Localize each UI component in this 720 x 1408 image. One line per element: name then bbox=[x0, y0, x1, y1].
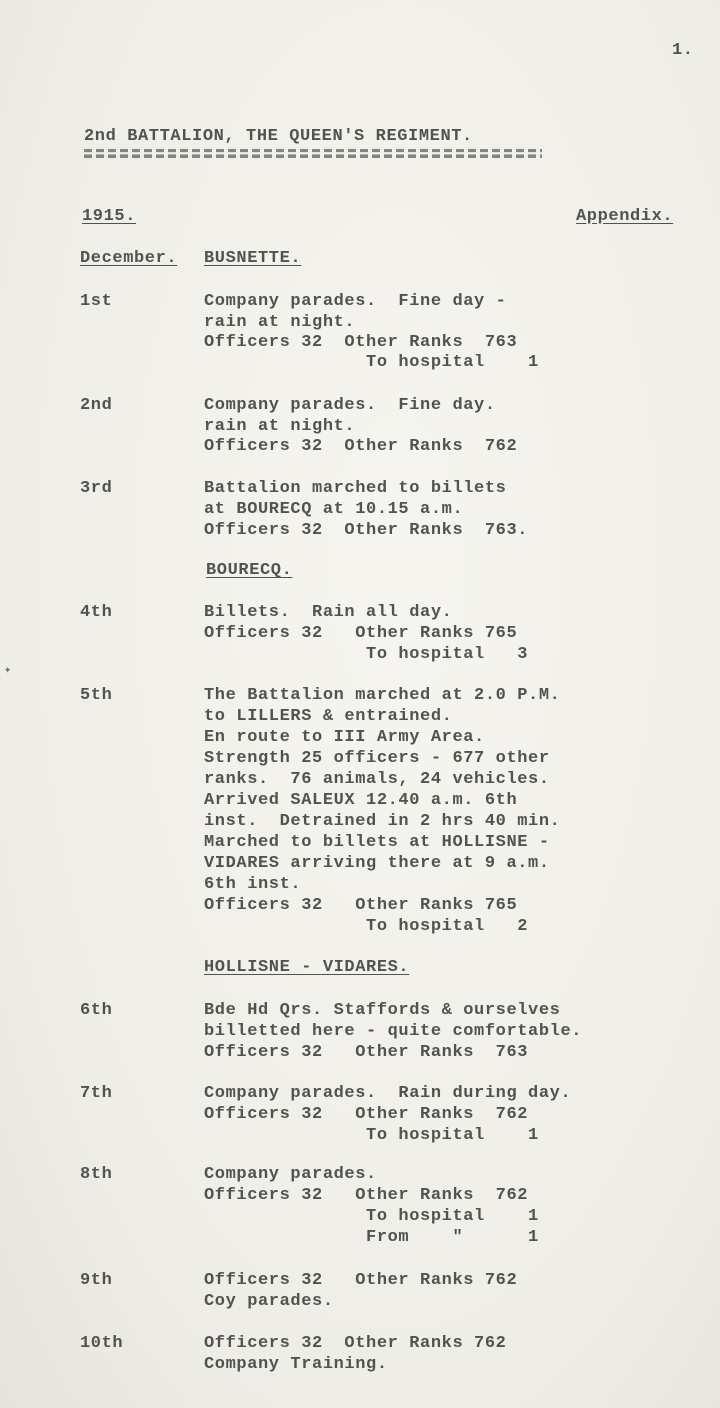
document-heading: 2nd BATTALION, THE QUEEN'S REGIMENT. bbox=[84, 127, 473, 146]
entry-line: Officers 32 Other Ranks 763. bbox=[204, 521, 529, 540]
entry-day: 2nd bbox=[80, 396, 113, 415]
entry-line: To hospital 2 bbox=[204, 917, 529, 936]
entry-line: Company Training. bbox=[204, 1355, 388, 1374]
entry-line: Company parades. Fine day - bbox=[204, 292, 507, 311]
entry-day: 8th bbox=[80, 1165, 113, 1184]
margin-mark: ✦ bbox=[4, 663, 12, 677]
entry-line: From " 1 bbox=[204, 1228, 539, 1247]
entry-day: 10th bbox=[80, 1334, 124, 1353]
entry-line: The Battalion marched at 2.0 P.M. bbox=[204, 686, 561, 705]
entry-line: Officers 32 Other Ranks 762 bbox=[204, 1105, 529, 1124]
entry-line: Company parades. Fine day. bbox=[204, 396, 496, 415]
entry-line: Billets. Rain all day. bbox=[204, 603, 453, 622]
entry-line: Officers 32 Other Ranks 762 bbox=[204, 1271, 518, 1290]
entry-line: Officers 32 Other Ranks 765 bbox=[204, 624, 518, 643]
month-label: December. bbox=[80, 249, 178, 268]
entry-line: Officers 32 Other Ranks 762 bbox=[204, 437, 518, 456]
entry-line: Arrived SALEUX 12.40 a.m. 6th bbox=[204, 791, 518, 810]
entry-line: To hospital 3 bbox=[204, 645, 529, 664]
entry-day: 4th bbox=[80, 603, 113, 622]
appendix-label: Appendix. bbox=[576, 207, 674, 226]
year-label: 1915. bbox=[82, 207, 137, 226]
entry-line: Company parades. bbox=[204, 1165, 377, 1184]
entry-line: Marched to billets at HOLLISNE - bbox=[204, 833, 550, 852]
entry-line: to LILLERS & entrained. bbox=[204, 707, 453, 726]
entry-line: To hospital 1 bbox=[204, 1207, 539, 1226]
entry-line: Battalion marched to billets bbox=[204, 479, 507, 498]
entry-day: 5th bbox=[80, 686, 113, 705]
entry-line: billetted here - quite comfortable. bbox=[204, 1022, 583, 1041]
entry-line: Officers 32 Other Ranks 762 bbox=[204, 1334, 507, 1353]
location-busnettes: BUSNETTE. bbox=[204, 249, 302, 268]
entry-line: 6th inst. bbox=[204, 875, 302, 894]
location-hollisne: HOLLISNE - VIDARES. bbox=[204, 958, 410, 977]
entry-line: To hospital 1 bbox=[204, 1126, 539, 1145]
entry-line: Strength 25 officers - 677 other bbox=[204, 749, 550, 768]
entry-line: Officers 32 Other Ranks 763 bbox=[204, 1043, 529, 1062]
entry-day: 6th bbox=[80, 1001, 113, 1020]
entry-line: VIDARES arriving there at 9 a.m. bbox=[204, 854, 550, 873]
entry-line: Company parades. Rain during day. bbox=[204, 1084, 572, 1103]
entry-day: 7th bbox=[80, 1084, 113, 1103]
entry-line: En route to III Army Area. bbox=[204, 728, 485, 747]
entry-line: rain at night. bbox=[204, 313, 356, 332]
entry-day: 1st bbox=[80, 292, 113, 311]
entry-line: inst. Detrained in 2 hrs 40 min. bbox=[204, 812, 561, 831]
page-number: 1. bbox=[672, 41, 694, 60]
entry-day: 9th bbox=[80, 1271, 113, 1290]
entry-line: at BOURECQ at 10.15 a.m. bbox=[204, 500, 464, 519]
entry-line: To hospital 1 bbox=[204, 353, 539, 372]
entry-line: rain at night. bbox=[204, 417, 356, 436]
entry-line: Officers 32 Other Ranks 762 bbox=[204, 1186, 529, 1205]
entry-line: ranks. 76 animals, 24 vehicles. bbox=[204, 770, 550, 789]
entry-line: Bde Hd Qrs. Staffords & ourselves bbox=[204, 1001, 561, 1020]
entry-line: Coy parades. bbox=[204, 1292, 334, 1311]
heading-rule bbox=[84, 149, 542, 158]
entry-day: 3rd bbox=[80, 479, 113, 498]
location-bourecq: BOURECQ. bbox=[206, 561, 293, 580]
entry-line: Officers 32 Other Ranks 765 bbox=[204, 896, 518, 915]
entry-line: Officers 32 Other Ranks 763 bbox=[204, 333, 518, 352]
